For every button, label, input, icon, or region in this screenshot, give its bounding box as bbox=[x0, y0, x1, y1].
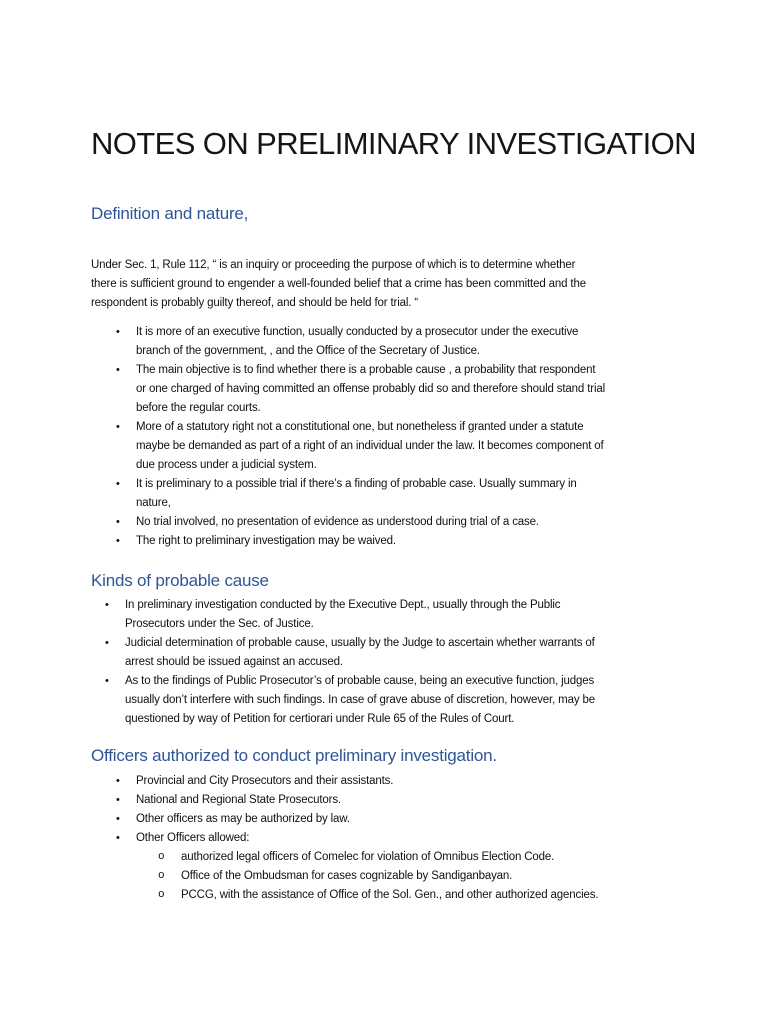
heading-kinds-of-probable-cause: Kinds of probable cause bbox=[91, 571, 269, 590]
list-item-line: questioned by way of Petition for certiorari under Rule 65 of the Rules of Court. bbox=[125, 713, 515, 725]
list-item-line: Other Officers allowed: bbox=[136, 832, 250, 844]
bullet-icon: • bbox=[116, 421, 120, 433]
list-item-line: due process under a judicial system. bbox=[136, 459, 317, 471]
list-item-line: maybe be demanded as part of a right of an individual under the law. It becomes component of bbox=[136, 440, 604, 452]
list-item bbox=[116, 532, 696, 551]
list-item-line: It is more of an executive function, usually conducted by a prosecutor under the executive bbox=[136, 326, 579, 338]
circle-bullet-icon: o bbox=[158, 851, 165, 863]
bullet-icon: • bbox=[116, 364, 120, 376]
list-item bbox=[105, 596, 685, 634]
list-item-line: or one charged of having committed an offense probably did so and therefore should stand trial bbox=[136, 383, 605, 395]
list-item-line: PCCG, with the assistance of Office of the Sol. Gen., and other authorized agencies. bbox=[181, 889, 599, 901]
list-item-line: arrest should be issued against an accused. bbox=[125, 656, 343, 668]
bullet-icon: • bbox=[116, 794, 120, 806]
list-item-line: In preliminary investigation conducted by the Executive Dept., usually through the Public bbox=[125, 599, 561, 611]
heading-definition: Definition and nature, bbox=[91, 204, 249, 223]
list-item-line: usually don’t interfere with such findings. In case of grave abuse of discretion, however, may be bbox=[125, 694, 595, 706]
kinds-bullet-list bbox=[105, 596, 685, 729]
bullet-icon: • bbox=[116, 535, 120, 547]
bullet-icon: • bbox=[116, 832, 120, 844]
definition-paragraph bbox=[91, 256, 691, 313]
page-title: NOTES ON PRELIMINARY INVESTIGATION bbox=[91, 126, 696, 161]
list-item-line: More of a statutory right not a constitutional one, but nonetheless if granted under a statute bbox=[136, 421, 584, 433]
list-item bbox=[116, 772, 696, 791]
bullet-icon: • bbox=[105, 637, 109, 649]
list-item bbox=[116, 513, 696, 532]
list-item-line: Provincial and City Prosecutors and their assistants. bbox=[136, 775, 394, 787]
heading-officers-authorized: Officers authorized to conduct preliminary investigation. bbox=[91, 746, 497, 765]
list-item-line: The right to preliminary investigation may be waived. bbox=[136, 535, 396, 547]
list-item bbox=[116, 418, 696, 475]
paragraph-line: respondent is probably guilty thereof, and should be held for trial. “ bbox=[91, 297, 419, 309]
bullet-icon: • bbox=[116, 775, 120, 787]
list-item-line: As to the findings of Public Prosecutor’s of probable cause, being an executive function, judges bbox=[125, 675, 595, 687]
list-item-line: before the regular courts. bbox=[136, 402, 261, 414]
list-item-line: The main objective is to find whether there is a probable cause , a probability that respondent bbox=[136, 364, 596, 376]
definition-bullet-list bbox=[116, 323, 696, 551]
bullet-icon: • bbox=[116, 813, 120, 825]
list-item-line: Office of the Ombudsman for cases cognizable by Sandiganbayan. bbox=[181, 870, 513, 882]
list-item-line: nature, bbox=[136, 497, 171, 509]
officers-bullet-list bbox=[116, 772, 696, 848]
sub-list-item bbox=[158, 848, 701, 867]
list-item-line: National and Regional State Prosecutors. bbox=[136, 794, 341, 806]
list-item bbox=[116, 361, 696, 418]
bullet-icon: • bbox=[116, 478, 120, 490]
list-item bbox=[116, 810, 696, 829]
bullet-icon: • bbox=[116, 516, 120, 528]
officers-sub-bullet-list bbox=[158, 848, 701, 905]
list-item-line: Prosecutors under the Sec. of Justice. bbox=[125, 618, 314, 630]
paragraph-line: Under Sec. 1, Rule 112, “ is an inquiry or proceeding the purpose of which is to determine whether bbox=[91, 259, 576, 271]
sub-list-item bbox=[158, 886, 701, 905]
bullet-icon: • bbox=[105, 675, 109, 687]
list-item bbox=[116, 475, 696, 513]
list-item-line: Other officers as may be authorized by law. bbox=[136, 813, 350, 825]
sub-list-item bbox=[158, 867, 701, 886]
paragraph-line: there is sufficient ground to engender a well-founded belief that a crime has been committed and the bbox=[91, 278, 586, 290]
bullet-icon: • bbox=[116, 326, 120, 338]
circle-bullet-icon: o bbox=[158, 870, 165, 882]
list-item bbox=[105, 634, 685, 672]
list-item-line: Judicial determination of probable cause, usually by the Judge to ascertain whether warrants of bbox=[125, 637, 595, 649]
bullet-icon: • bbox=[105, 599, 109, 611]
list-item-line: No trial involved, no presentation of evidence as understood during trial of a case. bbox=[136, 516, 539, 528]
list-item bbox=[116, 791, 696, 810]
list-item-line: authorized legal officers of Comelec for violation of Omnibus Election Code. bbox=[181, 851, 555, 863]
list-item-line: branch of the government, , and the Office of the Secretary of Justice. bbox=[136, 345, 480, 357]
circle-bullet-icon: o bbox=[158, 889, 165, 901]
list-item bbox=[116, 323, 696, 361]
list-item bbox=[116, 829, 696, 848]
list-item bbox=[105, 672, 685, 729]
list-item-line: It is preliminary to a possible trial if there’s a finding of probable case. Usually summary in bbox=[136, 478, 577, 490]
